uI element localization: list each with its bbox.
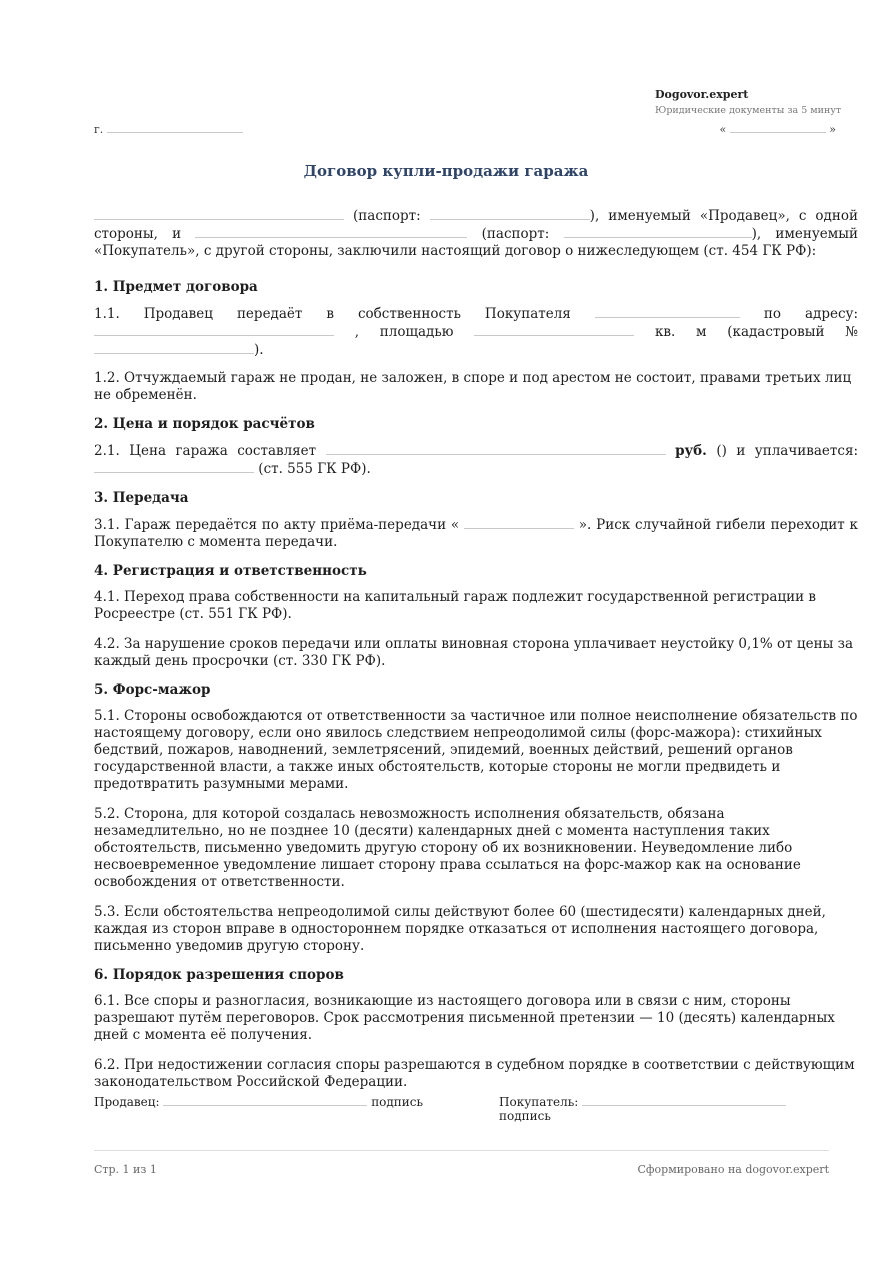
buyer-passport-blank: [564, 225, 752, 238]
buyer-sign-word: подпись: [499, 1109, 551, 1123]
section-2-heading: 2. Цена и порядок расчётов: [94, 416, 315, 432]
date-blank: [730, 120, 826, 133]
seller-sign-word: подпись: [371, 1095, 424, 1109]
preamble-buyer-named: ), именуемый: [751, 226, 859, 242]
clause-3-1-text-b: ». Риск случайной гибели переходит к: [578, 517, 858, 533]
section-4-heading: 4. Регистрация и ответственность: [94, 563, 367, 579]
section-1-heading: 1. Предмет договора: [94, 279, 258, 295]
buyer-name-blank: [195, 225, 467, 238]
address-blank: [94, 323, 334, 336]
clause-6-2: 6.2. При недостижении согласия споры разрешаются в судебном порядке в соответствии с действующим законодательством Российской Федерации.: [94, 1057, 855, 1090]
clause-1-1-line-1: [94, 305, 858, 323]
document-title: Договор купли-продажи гаража: [303, 162, 589, 180]
date-open-quote: «: [719, 123, 727, 136]
cadastral-blank: [94, 341, 254, 354]
payment-blank: [94, 460, 254, 473]
clause-1-2: 1.2. Отчуждаемый гараж не продан, не заложен, в споре и под арестом не состоит, правами третьих лиц не обременён.: [94, 370, 852, 403]
preamble-line-3: «Покупатель», с другой стороны, заключили настоящий договор о нижеследующем (ст. 454 ГК РФ):: [94, 243, 817, 259]
seller-name-blank: [94, 207, 344, 220]
date-field: [720, 120, 836, 136]
act-date-blank: [464, 516, 574, 529]
clause-1-1-text-d: кв. м (кадастровый №: [654, 324, 858, 340]
clause-4-1: 4.1. Переход права собственности на капитальный гараж подлежит государственной регистрации в Росреестре (ст. 551 ГК РФ).: [94, 589, 817, 622]
clause-2-1-text-a: 2.1. Цена гаража составляет: [94, 443, 317, 459]
date-close-quote: »: [829, 123, 836, 136]
city-prefix: г.: [94, 123, 104, 136]
area-blank: [474, 323, 634, 336]
brand-name: Dogovor.expert: [655, 88, 749, 101]
document-body: [94, 207, 858, 1091]
brand-block: [655, 88, 841, 118]
section-5-heading: 5. Форс-мажор: [94, 682, 211, 698]
clause-5-3: 5.3. Если обстоятельства непреодолимой силы действуют более 60 (шестидесяти) календарных дней, каждая из сторон вправе в одностороннем порядке отказаться от исполнения настоящего договора, письменно уведомив другую сторону.: [94, 904, 826, 954]
section-3-heading: 3. Передача: [94, 490, 189, 506]
clause-4-2: 4.2. За нарушение сроков передачи или оплаты виновная сторона уплачивает неустойку 0,1% от цены за каждый день просрочки (ст. 330 ГК РФ).: [94, 636, 854, 669]
clause-3-1-line-1: [94, 516, 858, 534]
generated-note: Сформировано на dogovor.expert: [637, 1163, 829, 1176]
city-blank: [107, 120, 243, 133]
buyer-label: Покупатель:: [499, 1095, 579, 1109]
clause-1-1-line-3: [94, 341, 858, 359]
preamble-line-1: [94, 207, 858, 225]
footer-divider: [94, 1150, 829, 1151]
section-6-heading: 6. Порядок разрешения споров: [94, 967, 344, 983]
clause-1-1-text-b: по адресу:: [763, 306, 859, 322]
preamble-party: стороны, и: [94, 226, 182, 242]
clause-1-1-text-c: , площадью: [354, 324, 454, 340]
preamble-seller-named: ), именуемый «Продавец», с одной: [589, 208, 858, 224]
clause-3-1-text-a: 3.1. Гараж передаётся по акту приёма-передачи «: [94, 517, 460, 533]
clause-1-1-line-2: [94, 323, 858, 341]
clause-5-1: 5.1. Стороны освобождаются от ответственности за частичное или полное неисполнение обязательств по настоящему договору, если оно явилось следствием непреодолимой силы (форс-мажора): стихийных бедствий, пожаров, наводнений, землетрясений, эпидемий, военных действий, решений органов государственной власти, а также иных обстоятельств, которые стороны не могли предвидеть и предотвратить разумными мерами.: [94, 708, 858, 792]
clause-2-1-text-c: (ст. 555 ГК РФ).: [258, 461, 371, 477]
page-number: Стр. 1 из 1: [94, 1163, 157, 1176]
preamble-passport-label-2: (паспорт:: [481, 226, 550, 242]
city-field: [94, 120, 243, 136]
preamble-passport-label: (паспорт:: [353, 208, 421, 224]
signature-row: [94, 1093, 836, 1123]
price-blank: [326, 442, 666, 455]
clause-3-1-line-2: Покупателю с момента передачи.: [94, 534, 338, 550]
clause-2-1-line-2: [94, 460, 858, 478]
clause-2-1-text-b: () и уплачивается:: [716, 443, 859, 459]
seller-passport-blank: [430, 207, 590, 220]
preamble-line-2: [94, 225, 858, 243]
city-date-row: [94, 120, 836, 136]
clause-2-1-line-1: [94, 442, 858, 460]
seller-signature-blank: [163, 1093, 367, 1106]
seller-signature: [94, 1093, 423, 1109]
clause-5-2: 5.2. Сторона, для которой создалась невозможность исполнения обязательств, обязана незамедлительно, но не позднее 10 (десяти) календарных дней с момента наступления таких обстоятельств, письменно уведомить другую сторону об их возникновении. Неуведомление либо несвоевременное уведомление лишает сторону права ссылаться на форс-мажор как на основание освобождения от ответственности.: [94, 806, 801, 890]
currency-label: руб.: [675, 443, 707, 459]
clause-1-1-text-e: ).: [254, 342, 264, 358]
clause-6-1: 6.1. Все споры и разногласия, возникающие из настоящего договора или в связи с ним, стороны разрешают путём переговоров. Срок рассмотрения письменной претензии — 10 (десять) календарных дней с момента её получения.: [94, 993, 835, 1043]
clause-1-1-text-a: 1.1. Продавец передаёт в собственность Покупателя: [94, 306, 571, 322]
brand-tagline: Юридические документы за 5 минут: [655, 105, 842, 116]
buyer-signature-blank: [582, 1093, 786, 1106]
seller-label: Продавец:: [94, 1095, 160, 1109]
buyer-blank: [595, 305, 740, 318]
buyer-signature: [499, 1093, 836, 1123]
